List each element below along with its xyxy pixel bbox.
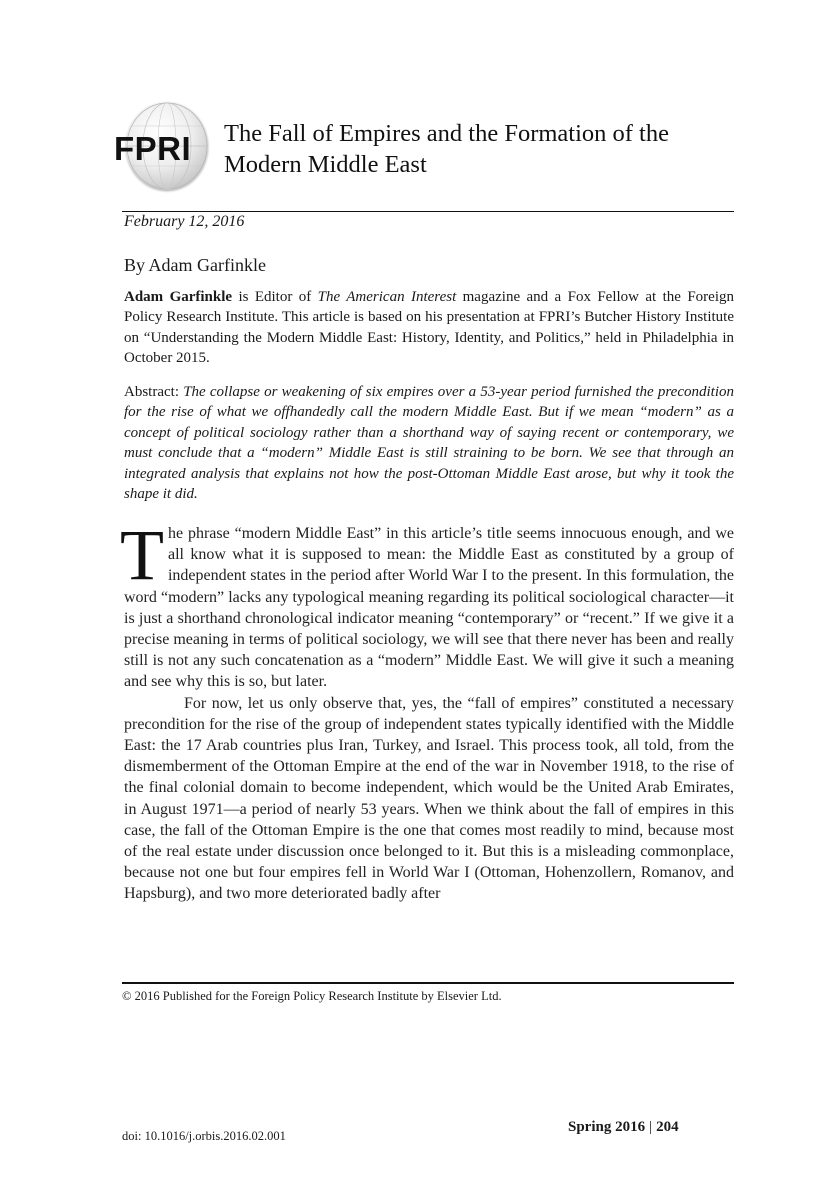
fpri-logo	[112, 102, 214, 194]
article-title: The Fall of Empires and the Formation of the Modern Middle East	[224, 120, 669, 178]
issue-page	[568, 1119, 679, 1136]
header-divider	[122, 211, 734, 212]
abstract-text: The collapse or weakening of six empires over a 53-year period furnished the precondition for the rise of what we offhandedly call the modern Middle East. But if we mean “modern” as a concept of political sociology rather than a shorthand way of saying recent or contemporary, we must conclude that a “modern” Middle East is still straining to be born. We see that through an integrated analysis that explains not how the post-Ottoman Middle East arose, but why it took the shape it did.	[124, 384, 735, 503]
bio-text-b: magazine and a Fox Fellow at the Foreign Policy Research Institute. This article is based on his presentation at FPRI’s Butcher History Institute on “Understanding the Modern Middle East: History, Identity, and Politics,” held in Philadelphia in October 2015.	[124, 289, 735, 367]
abstract-label: Abstract:	[124, 384, 184, 400]
publication-name: The American Interest	[317, 289, 457, 305]
paragraph-2: For now, let us only observe that, yes, the “fall of empires” constituted a necessary precondition for the rise of the group of independent states typically identified with the Middle East: the 17 Arab countries plus Iran, Turkey, and Israel. This process took, all told, from the dismemberment of the Ottoman Empire at the end of the war in November 1918, to the rise of the final colonial domain to become independent, which would be the United Arab Emirates, in August 1971—a period of nearly 53 years. When we think about the fall of empires in this case, the fall of the Ottoman Empire is the one that comes most readily to mind, because most of the real estate under discussion once belonged to it. But this is a misleading commonplace, because not one but four empires fell in World War I (Ottoman, Hohenzollern, Romanov, and Hapsburg), and two more deteriorated badly after	[124, 694, 734, 903]
issue-separator: |	[649, 1119, 653, 1135]
logo-text: FPRI	[114, 130, 192, 167]
copyright-notice: © 2016 Published for the Foreign Policy Research Institute by Elsevier Ltd.	[122, 989, 502, 1003]
issue-label: Spring 2016	[568, 1119, 646, 1135]
drop-cap: T	[120, 515, 164, 595]
page-number: 204	[656, 1119, 679, 1135]
byline: By Adam Garfinkle	[124, 255, 266, 275]
paragraph-1	[120, 515, 734, 693]
publication-date: February 12, 2016	[124, 213, 245, 230]
article-body	[120, 515, 734, 905]
paragraph-1-text: he phrase “modern Middle East” in this article’s title seems innocuous enough, and we all know what it is supposed to mean: the Middle East as constituted by a group of independent states in the period after World War I to the present. In this formulation, the word “modern” lacks any typological meaning regarding its political sociological character—it is just a shorthand chronological indicator meaning “contemporary” or “recent.” If we give it a precise meaning in terms of political sociology, we will see that there never has been and really still is not any such concatenation as a “modern” Middle East. We will give it such a meaning and see why this is so, but later.	[124, 525, 734, 691]
bio-text-a: is Editor of	[232, 289, 318, 305]
footer-divider	[122, 982, 734, 984]
author-name: Adam Garfinkle	[124, 289, 233, 305]
doi-link[interactable]: doi: 10.1016/j.orbis.2016.02.001	[122, 1129, 286, 1143]
author-bio	[124, 287, 734, 369]
abstract	[124, 382, 734, 504]
